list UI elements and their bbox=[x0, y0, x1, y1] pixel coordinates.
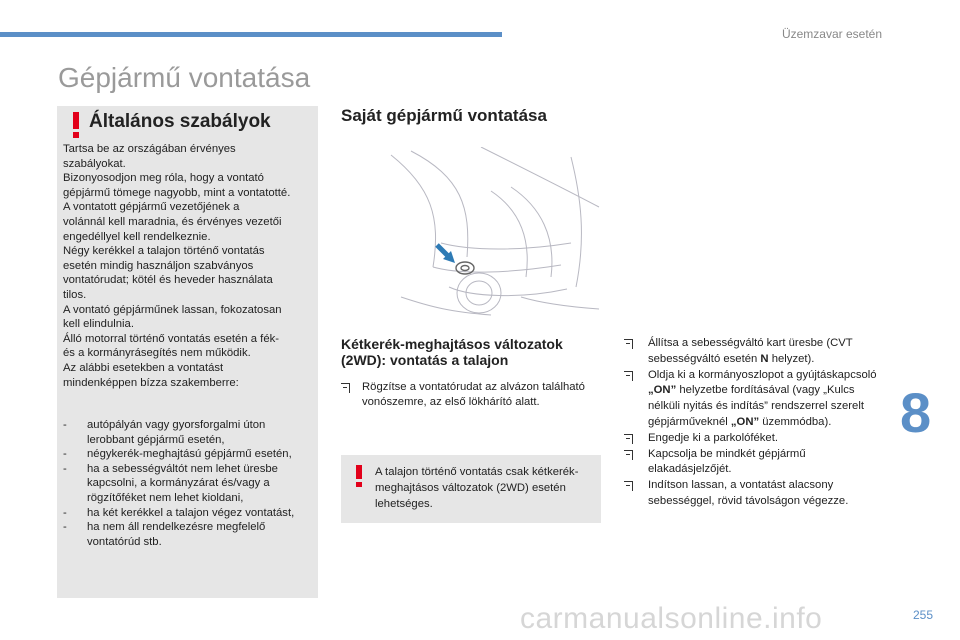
towing-eye-illustration bbox=[371, 147, 603, 317]
general-rules-title: Általános szabályok bbox=[89, 111, 271, 132]
page-number: 255 bbox=[913, 608, 934, 622]
list-item bbox=[622, 336, 880, 368]
2wd-warning-box bbox=[341, 455, 601, 523]
step-text: helyzet). bbox=[768, 352, 815, 365]
list-item: - négykerék-meghajtású gépjármű esetén, bbox=[63, 447, 315, 462]
step-marker-icon bbox=[624, 450, 633, 460]
watermark-text: carmanualsonline.info bbox=[520, 602, 823, 635]
step-marker-icon bbox=[624, 371, 633, 381]
list-item bbox=[622, 447, 880, 479]
step-text: Indítson lassan, a vontatást alacsony sebességgel, rövid távolságon végezze. bbox=[648, 479, 849, 507]
list-item: - ha nem áll rendelkezésre megfelelő vontatórúd stb. bbox=[63, 520, 315, 549]
step-text: Kapcsolja be mindkét gépjármű elakadásjelzőjét. bbox=[648, 447, 806, 476]
own-vehicle-towing-title: Saját gépjármű vontatása bbox=[341, 106, 547, 125]
step-text: Oldja ki a kormányoszlopot a gyújtáskapcsoló bbox=[648, 368, 877, 381]
neutral-position-label: N bbox=[760, 352, 769, 365]
step-marker-icon bbox=[624, 481, 633, 491]
list-item: - autópályán vagy gyorsforgalmi úton lerobbant gépjármű esetén, bbox=[63, 418, 315, 447]
header-accent-bar bbox=[0, 32, 502, 37]
attach-tow-bar-step bbox=[362, 380, 592, 410]
warning-exclamation-icon bbox=[71, 112, 81, 138]
list-item bbox=[622, 478, 880, 510]
general-rules-text: Tartsa be az országában érvényes szabályokat. Bizonyosodjon meg róla, hogy a vontató gépjármű tömege nagyobb, mint a vontatotté. A vontatott gépjármű vezetőjének a volánnál kell maradnia, és érvényes vezetői engedéllyel kell rendelkeznie. Négy kerékkel a talajon történő vontatás esetén mindig használjon szabványos vontatórudat; kötél és heveder használata tilos. A vontató gépjárműnek lassan, fokozatosan kell elindulnia. Álló motorral történő vontatás esetén a fék- és a kormányrásegítés nem működik. Az alábbi esetekben a vontatást mindenképpen bízza szakemberre: bbox=[63, 143, 291, 389]
list-item bbox=[622, 368, 880, 431]
general-rules-box bbox=[57, 106, 318, 598]
warning-exclamation-icon bbox=[355, 465, 363, 487]
step-text: Engedje ki a parkolóféket. bbox=[648, 431, 778, 444]
list-item bbox=[622, 431, 880, 447]
on-position-label: „ON” bbox=[648, 384, 677, 397]
step-marker-icon bbox=[341, 383, 350, 393]
on-mode-label: „ON” bbox=[730, 415, 760, 428]
chapter-number: 8 bbox=[900, 381, 932, 444]
step-marker-icon bbox=[624, 434, 633, 444]
list-item: - ha a sebességváltót nem lehet üresbe kapcsolni, a kormányzárat és/vagy a rögzítőféket nem lehet kioldani, bbox=[63, 462, 315, 506]
warning-text: A talajon történő vontatás csak kétkerék-meghajtásos változatok (2WD) esetén lehetséges. bbox=[375, 466, 579, 510]
professional-towing-list bbox=[63, 418, 315, 549]
towing-steps-list bbox=[622, 336, 880, 510]
step-text: Állítsa a sebességváltó kart üresbe (CVT sebességváltó esetén bbox=[648, 337, 853, 365]
2wd-towing-subtitle: Kétkerék-meghajtásos változatok (2WD): vontatás a talajon bbox=[341, 336, 563, 368]
step-text: üzemmódba). bbox=[759, 415, 832, 428]
page-title: Gépjármű vontatása bbox=[58, 62, 311, 93]
list-item: - ha két kerékkel a talajon végez vontatást, bbox=[63, 506, 315, 521]
step-text: helyzetbe fordításával (vagy „Kulcs nélküli nyitás és indítás” rendszerrel szerelt gépjárműveknél bbox=[648, 384, 864, 428]
section-title: Üzemzavar esetén bbox=[781, 27, 882, 41]
step-text: Rögzítse a vontatórudat az alvázon található vonószemre, az első lökhárító alatt. bbox=[362, 381, 585, 408]
step-marker-icon bbox=[624, 339, 633, 349]
